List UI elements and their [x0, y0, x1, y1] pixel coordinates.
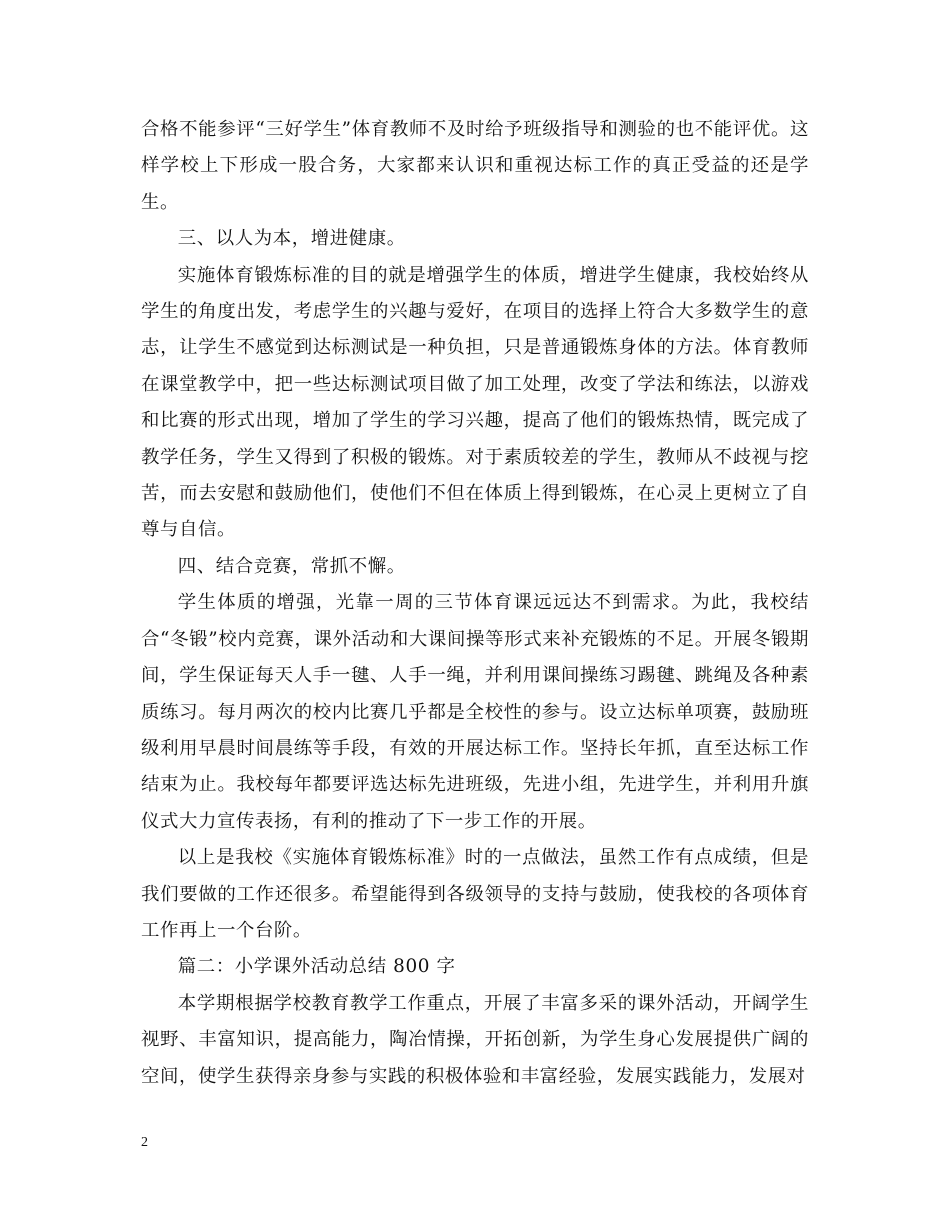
paragraph-competition: 学生体质的增强，光靠一周的三节体育课远远达不到需求。为此，我校结合“冬锻”校内竞赛，课外活动和大课间操等形式来补充锻炼的不足。开展冬锻期间，学生保证每天人手一毽、人手一绳，并利用课间操练习踢毽、跳绳及各种素质练习。每月两次的校内比赛几乎都是全校性的参与。设立达标单项赛，鼓励班级利用早晨时间晨练等手段，有效的开展达标工作。坚持长年抓，直至达标工作结束为止。我校每年都要评选达标先进班级，先进小组，先进学生，并利用升旗仪式大力宣传表扬，有利的推动了下一步工作的开展。: [141, 592, 809, 832]
paragraph-continuation: 合格不能参评“三好学生”体育教师不及时给予班级指导和测验的也不能评优。这样学校上下形成一股合务，大家都来认识和重视达标工作的真正受益的还是学生。: [141, 119, 809, 213]
section-heading-four: 四、结合竞赛，常抓不懈。: [177, 555, 406, 577]
paragraph-health: 实施体育锻炼标准的目的就是增强学生的体质，增进学生健康，我校始终从学生的角度出发，考虑学生的兴趣与爱好，在项目的选择上符合大多数学生的意志，让学生不感觉到达标测试是一种负担，只是普通锻炼身体的方法。体育教师在课堂教学中，把一些达标测试项目做了加工处理，改变了学法和练法，以游戏和比赛的形式出现，增加了学生的学习兴趣，提高了他们的锻炼热情，既完成了教学任务，学生又得到了积极的锻炼。对于素质较差的学生，教师从不歧视与挖苦，而去安慰和鼓励他们，使他们不但在体质上得到锻炼，在心灵上更树立了自尊与自信。: [141, 264, 809, 541]
chapter-heading-two: 篇二：小学课外活动总结 800 字: [177, 956, 456, 978]
paragraph-conclusion: 以上是我校《实施体育锻炼标准》时的一点做法，虽然工作有点成绩，但是我们要做的工作还很多。希望能得到各级领导的支持与鼓励，使我校的各项体育工作再上一个台阶。: [141, 847, 809, 941]
paragraph-extracurricular: 本学期根据学校教育教学工作重点，开展了丰富多采的课外活动，开阔学生视野、丰富知识，提高能力，陶冶情操，开拓创新，为学生身心发展提供广阔的空间，使学生获得亲身参与实践的积极体验和丰富经验，发展实践能力，发展对: [141, 992, 809, 1087]
document-body: [141, 112, 809, 1095]
page-number: 2: [141, 1135, 148, 1150]
section-heading-three: 三、以人为本，增进健康。: [177, 228, 406, 250]
